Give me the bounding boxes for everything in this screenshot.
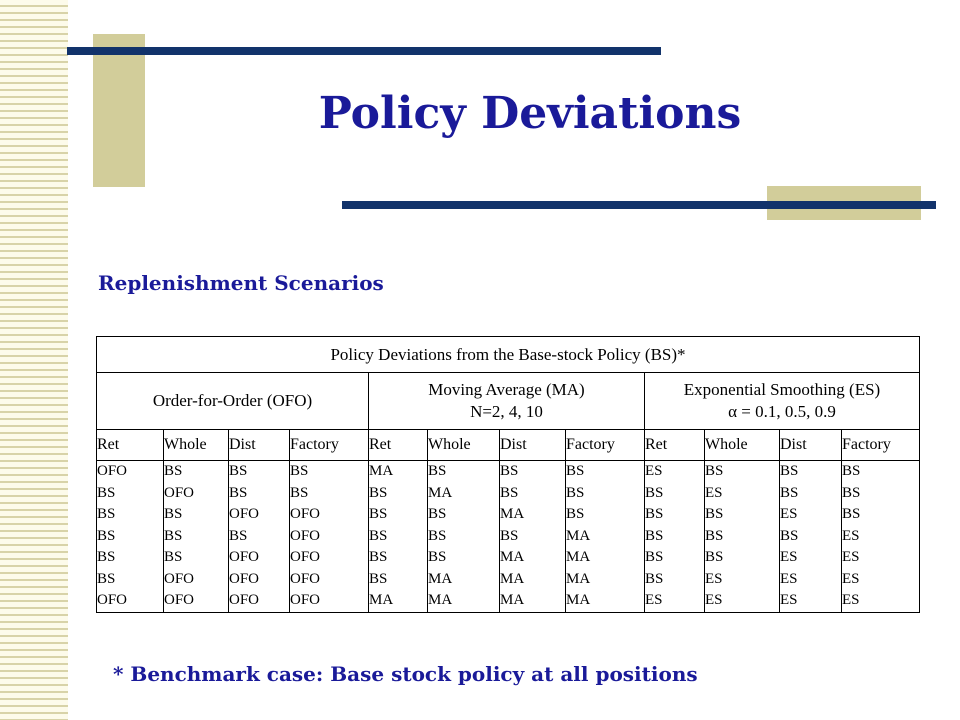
cell-value: BS <box>97 506 116 522</box>
cell-value: MA <box>428 592 453 608</box>
navy-bar-top <box>67 47 661 55</box>
table-cell-column <box>780 461 842 613</box>
table-cell-column <box>428 461 500 613</box>
column-header: Ret <box>369 430 428 461</box>
cell-value: ES <box>780 549 798 565</box>
cell-value: BS <box>705 463 724 479</box>
cell-value: OFO <box>290 527 321 544</box>
cell-value: BS <box>500 484 519 501</box>
column-header: Dist <box>229 430 290 461</box>
data-row <box>97 461 920 613</box>
cell-value: BS <box>369 506 388 522</box>
group-header-es <box>645 373 920 430</box>
cell-value: BS <box>369 527 388 544</box>
cell-value: BS <box>164 549 183 565</box>
cell-value: MA <box>500 506 525 522</box>
cell-value: MA <box>500 549 525 565</box>
cell-value: BS <box>369 570 388 587</box>
cell-value: MA <box>500 592 525 608</box>
navy-bar-bottom <box>342 201 936 209</box>
cell-value: OFO <box>164 484 195 501</box>
cell-value: OFO <box>97 592 128 608</box>
cell-value: MA <box>566 549 591 565</box>
cell-value: OFO <box>290 570 321 587</box>
cell-value: BS <box>780 484 799 501</box>
cell-value: BS <box>842 484 861 501</box>
cell-value: OFO <box>229 592 260 608</box>
cell-value: BS <box>97 484 116 501</box>
group-label: Moving Average (MA) <box>428 380 585 399</box>
cell-value: BS <box>164 506 183 522</box>
cell-value: BS <box>428 549 447 565</box>
cell-value: OFO <box>97 463 128 479</box>
cell-value: OFO <box>164 592 195 608</box>
cell-value: ES <box>645 463 663 479</box>
cell-value: BS <box>229 463 248 479</box>
cell-value: OFO <box>290 549 321 565</box>
group-label: Order-for-Order (OFO) <box>152 391 313 410</box>
table-cell-column <box>369 461 428 613</box>
cell-value: ES <box>842 592 860 608</box>
cell-value: BS <box>705 549 724 565</box>
cell-value: BS <box>500 463 519 479</box>
cell-value: BS <box>369 484 388 501</box>
cell-value: BS <box>369 549 388 565</box>
cell-value: BS <box>290 463 309 479</box>
cell-value: BS <box>645 527 664 544</box>
column-header: Factory <box>566 430 645 461</box>
cell-value: BS <box>705 506 724 522</box>
policy-deviations-table <box>96 336 920 613</box>
cell-value: OFO <box>164 570 195 587</box>
cell-value: MA <box>566 592 591 608</box>
table-cell-column <box>705 461 780 613</box>
cell-value: BS <box>229 527 248 544</box>
cell-value: BS <box>428 463 447 479</box>
column-header: Factory <box>290 430 369 461</box>
cell-value: BS <box>428 527 447 544</box>
cell-value: ES <box>705 592 723 608</box>
column-header: Whole <box>428 430 500 461</box>
cell-value: ES <box>780 592 798 608</box>
column-header: Whole <box>705 430 780 461</box>
cell-value: BS <box>645 570 664 587</box>
column-header: Dist <box>780 430 842 461</box>
cell-value: BS <box>645 549 664 565</box>
table-cell-column <box>842 461 920 613</box>
table-cell-column <box>97 461 164 613</box>
cell-value: ES <box>842 527 860 544</box>
cell-value: MA <box>369 592 394 608</box>
cell-value: MA <box>566 570 591 587</box>
cell-value: OFO <box>229 506 260 522</box>
cell-value: ES <box>842 570 860 587</box>
olive-block-top <box>93 34 145 187</box>
cell-value: BS <box>566 506 585 522</box>
table-cell-column <box>290 461 369 613</box>
table-cell-column <box>164 461 229 613</box>
group-header-ma <box>369 373 645 430</box>
cell-value: BS <box>97 549 116 565</box>
footnote: * Benchmark case: Base stock policy at all positions <box>113 662 698 686</box>
cell-value: MA <box>566 527 591 544</box>
column-header: Dist <box>500 430 566 461</box>
cell-value: BS <box>780 463 799 479</box>
group-header-ofo <box>97 373 369 430</box>
cell-value: ES <box>780 506 798 522</box>
cell-value: MA <box>428 570 453 587</box>
cell-value: BS <box>97 527 116 544</box>
cell-value: BS <box>97 570 116 587</box>
striped-margin-decoration <box>0 0 68 720</box>
group-sublabel: N=2, 4, 10 <box>470 402 543 421</box>
cell-value: BS <box>290 484 309 501</box>
cell-value: MA <box>428 484 453 501</box>
cell-value: BS <box>229 484 248 501</box>
cell-value: OFO <box>290 506 321 522</box>
cell-value: OFO <box>229 549 260 565</box>
column-header-row <box>97 430 920 461</box>
group-label: Exponential Smoothing (ES) <box>683 380 881 399</box>
cell-value: ES <box>645 592 663 608</box>
cell-value: OFO <box>229 570 260 587</box>
cell-value: BS <box>164 527 183 544</box>
cell-value: BS <box>645 484 664 501</box>
cell-value: MA <box>500 570 525 587</box>
table-cell-column <box>229 461 290 613</box>
table-cell-column <box>500 461 566 613</box>
cell-value: BS <box>842 506 861 522</box>
group-sublabel: α = 0.1, 0.5, 0.9 <box>728 402 836 421</box>
table-caption: Policy Deviations from the Base-stock Policy (BS)* <box>97 337 920 373</box>
cell-value: BS <box>705 527 724 544</box>
table-cell-column <box>566 461 645 613</box>
cell-value: BS <box>566 484 585 501</box>
slide-title: Policy Deviations <box>318 88 742 139</box>
table-cell-column <box>645 461 705 613</box>
cell-value: BS <box>566 463 585 479</box>
column-header: Ret <box>645 430 705 461</box>
cell-value: MA <box>369 463 394 479</box>
cell-value: ES <box>705 484 723 501</box>
cell-value: ES <box>780 570 798 587</box>
cell-value: ES <box>705 570 723 587</box>
cell-value: BS <box>500 527 519 544</box>
cell-value: ES <box>842 549 860 565</box>
column-header: Ret <box>97 430 164 461</box>
column-header: Factory <box>842 430 920 461</box>
cell-value: BS <box>645 506 664 522</box>
cell-value: OFO <box>290 592 321 608</box>
cell-value: BS <box>428 506 447 522</box>
cell-value: BS <box>842 463 861 479</box>
column-header: Whole <box>164 430 229 461</box>
slide-subtitle: Replenishment Scenarios <box>98 271 384 295</box>
cell-value: BS <box>780 527 799 544</box>
cell-value: BS <box>164 463 183 479</box>
